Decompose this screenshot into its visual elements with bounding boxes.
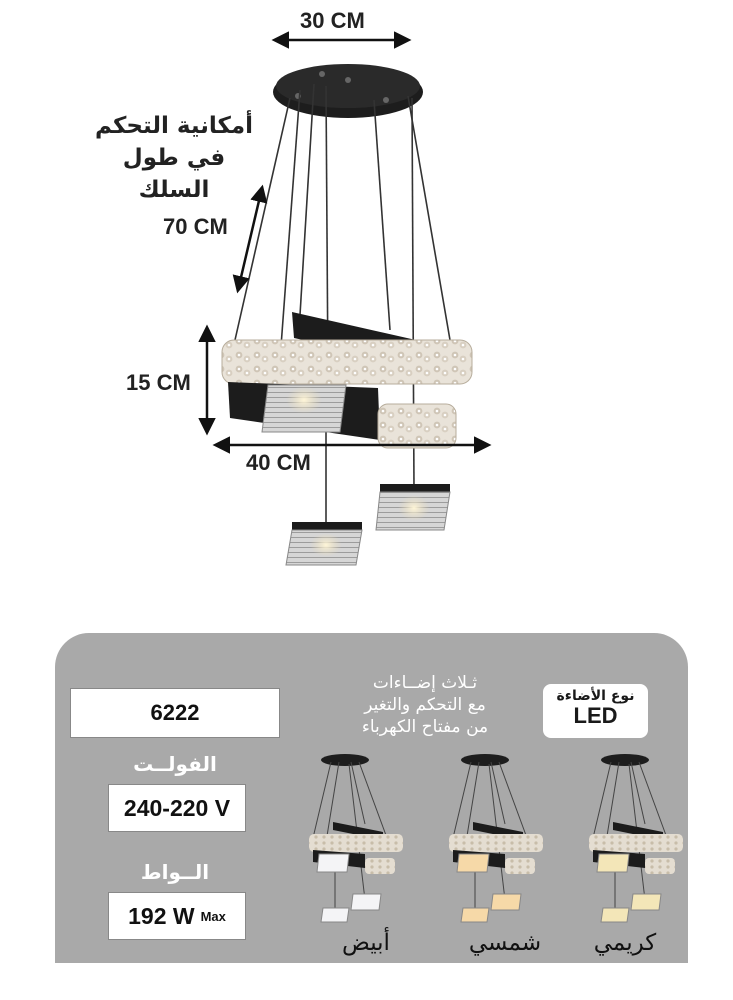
variant-label-cream: كريمي bbox=[593, 930, 657, 956]
cable-adjustable-note: أمكانية التحكم في طول السلك bbox=[94, 113, 253, 203]
lighting-modes-text: ثـلاث إضــاءات مع التحكم والتغير من مفتاح الكهرباء bbox=[361, 673, 489, 737]
upper-shade bbox=[262, 385, 346, 432]
wattage-label: الــواط bbox=[140, 860, 210, 884]
model-number: 6222 bbox=[150, 700, 200, 725]
variant-label-white: أبيض bbox=[342, 930, 390, 956]
lower-crystal-ring bbox=[378, 404, 456, 448]
diameter-label: 40 CM bbox=[246, 450, 311, 475]
model-number-box bbox=[70, 688, 280, 738]
lighting-type-badge bbox=[543, 684, 648, 738]
wattage-value: 192 W bbox=[128, 902, 195, 929]
variant-thumbnail bbox=[589, 754, 683, 922]
width-label: 30 CM bbox=[300, 8, 365, 33]
lighting-type-value: LED bbox=[573, 703, 618, 728]
voltage-label: الفولــت bbox=[133, 752, 217, 776]
bottom-shade bbox=[286, 522, 362, 565]
lighting-type-label: نوع الأضاءة bbox=[556, 688, 635, 704]
height-label: 15 CM bbox=[126, 370, 191, 395]
voltage-value: 240-220 V bbox=[123, 794, 231, 821]
right-shade bbox=[376, 484, 450, 530]
variant-label-warm: شمسي bbox=[468, 930, 542, 956]
variant-thumbnail bbox=[449, 754, 543, 922]
variant-thumbnails bbox=[55, 750, 688, 930]
variant-thumbnail bbox=[309, 754, 403, 922]
wattage-suffix: Max bbox=[200, 908, 226, 924]
cable-length-label: 70 CM bbox=[163, 214, 228, 239]
upper-crystal-ring bbox=[222, 340, 472, 384]
